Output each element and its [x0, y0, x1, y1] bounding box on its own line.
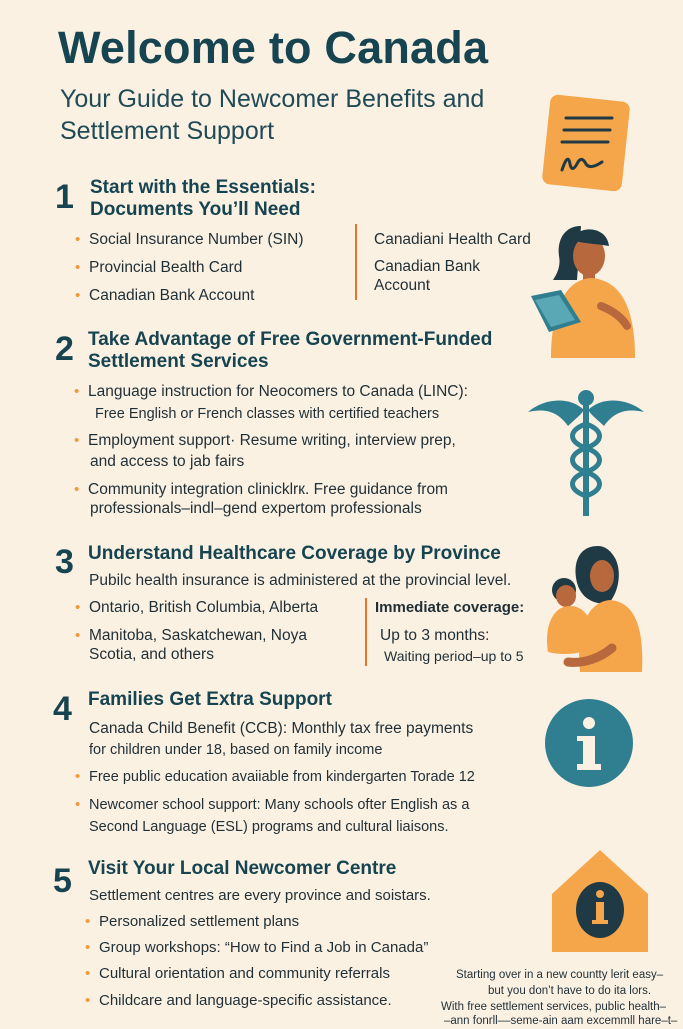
- section-5-item-2: • Group workshops: “How to Find a Job in Canada”: [99, 938, 428, 958]
- section-3-right-line1: Up to 3 months:: [380, 627, 490, 644]
- section-3-item-1: • Ontario, British Columbia, Alberta: [89, 598, 318, 618]
- section-2-heading-line1: Take Advantage of Free Government-Funded: [88, 329, 493, 350]
- section-5-heading: Visit Your Local Newcomer Centre: [88, 858, 397, 879]
- section-2-item-1-line1: • Language instruction for Neocomers to Canada (LINC):: [88, 382, 468, 402]
- section-1-item-1: • Social Insurance Number (SIN): [89, 230, 304, 250]
- section-1-heading-line1: Start with the Essentials:: [90, 177, 316, 198]
- section-2-item-3-line1: • Community integration clinicklrк. Free guidance from: [88, 480, 448, 500]
- section-3-right-line2: Waiting period–up to 5: [384, 648, 524, 664]
- page-subtitle: Your Guide to Newcomer Benefits and Settlement Support: [60, 85, 485, 145]
- section-3-item-2-line2: Scotia, and others: [89, 646, 214, 663]
- section-2-item-2-line2: and access to jab fairs: [90, 453, 245, 470]
- section-3-number: 3: [55, 543, 74, 581]
- section-4-intro-line2: for children under 18, based on family income: [89, 742, 383, 758]
- section-4-heading: Families Get Extra Support: [88, 689, 332, 710]
- section-1-item-3: • Canadian Bank Account: [89, 286, 254, 306]
- footer-line-2: but you don’t have to do ita lors.: [488, 985, 652, 997]
- woman-reading-icon: [525, 222, 643, 358]
- section-5-item-3: • Cultural orientation and community referrals: [99, 964, 390, 984]
- section-3-divider: [365, 598, 367, 666]
- section-3-right-heading: Immediate coverage:: [375, 599, 525, 616]
- mother-child-icon: [540, 542, 648, 672]
- section-5-number: 5: [53, 862, 72, 900]
- section-4-item-1: • Free public education avaiiable from kindergarten Torade 12: [89, 767, 475, 787]
- section-2-item-3-line2: professionals–indl–gend expertom professionals: [90, 500, 422, 517]
- section-2-number: 2: [55, 330, 74, 368]
- section-5-intro: Settlement centres are every province and soistars.: [89, 887, 431, 904]
- section-5-item-4: • Childcare and language-specific assistance.: [99, 991, 392, 1011]
- footer-line-4: –ann fonrll––seme-ain aam excemmll hare–t–: [444, 1015, 678, 1027]
- house-info-icon: [548, 846, 652, 954]
- section-5-item-1: • Personalized settlement plans: [99, 912, 299, 932]
- footer-line-1: Starting over in a new countty lerit easy–: [456, 969, 664, 981]
- section-2-heading-line2: Settlement Services: [88, 351, 269, 372]
- document-signature-icon: [538, 94, 632, 192]
- section-4-intro-line1: Canada Child Benefit (CCB): Monthly tax free payments: [89, 720, 474, 737]
- section-4-item-2-line1: • Newcomer school support: Many schools ofter English as a: [89, 795, 469, 815]
- section-1-right-item-3: Account: [374, 277, 431, 294]
- section-1-item-2: • Provincial Bealth Card: [89, 258, 242, 278]
- page-title: Welcome to Canada: [58, 22, 489, 73]
- caduceus-icon: [526, 380, 646, 520]
- section-1-heading-line2: Documents You’ll Need: [90, 199, 301, 220]
- section-3-intro: Pubilc health insurance is administered at the provincial level.: [89, 572, 512, 589]
- footer-line-3: With free settlement services, public health–: [441, 1001, 666, 1013]
- section-3-heading: Understand Healthcare Coverage by Province: [88, 543, 501, 564]
- section-1-divider: [355, 224, 357, 300]
- section-2-item-1-line2: Free English or French classes with certified teachers: [95, 406, 440, 422]
- info-circle-icon: [544, 698, 634, 788]
- section-1-right-item-2: Canadian Bank: [374, 258, 480, 275]
- section-2-item-2-line1: • Employment support· Resume writing, interview prep,: [88, 431, 456, 451]
- section-3-item-2-line1: • Manitoba, Saskatchewan, Noya: [89, 626, 307, 646]
- section-4-number: 4: [53, 690, 72, 728]
- section-1-right-item-1: Canadiani Health Card: [374, 231, 531, 248]
- section-1-number: 1: [55, 178, 74, 216]
- section-4-item-2-line2: Second Language (ESL) programs and cultural liaisons.: [89, 819, 449, 835]
